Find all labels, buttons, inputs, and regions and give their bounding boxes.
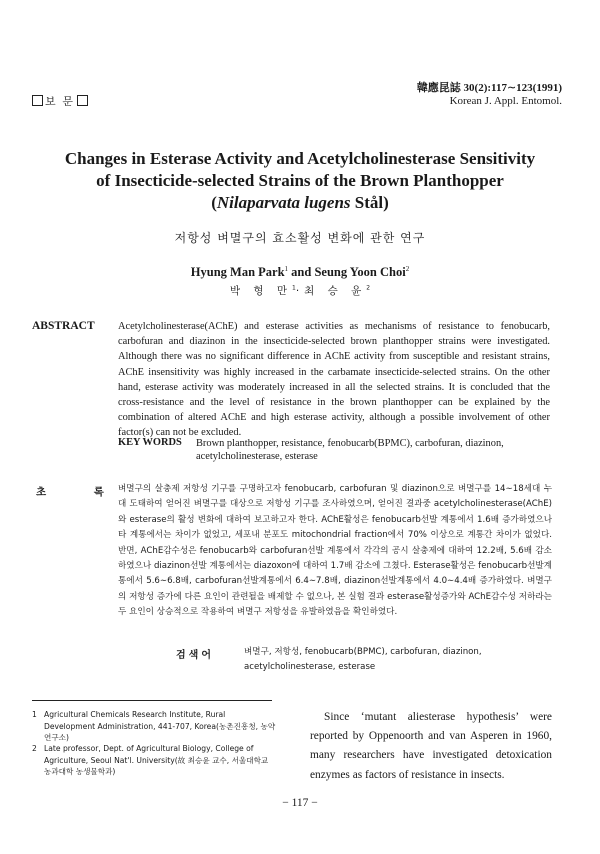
page-number: − 117 −	[282, 797, 318, 809]
footnote-1	[32, 709, 278, 744]
keywords-label: KEY WORDS	[118, 437, 182, 448]
footnote-2-number: 2	[32, 744, 37, 753]
author-line	[0, 265, 600, 280]
keywords-text: Brown planthopper, resistance, fenobucarb(BPMC), carbofuran, diazinon, acetylcholinesterase, esterase	[196, 438, 504, 462]
paper-title	[40, 148, 560, 214]
korean-author-line	[0, 283, 600, 298]
journal-english: Korean J. Appl. Entomol.	[449, 95, 562, 107]
korean-author-2-affil: 2	[366, 284, 371, 292]
author-and: and	[288, 265, 315, 280]
abstract-text: Acetylcholinesterase(AChE) and esterase activities as mechanisms of resistance to fenobucarb, carbofuran and diazinon in the insecticide-selected brown planthopper strains were investigated. Although there was no significant difference in AChE activity from susceptible and resistant strains, AChE insensitivity was highly increased in the carbamate insecticide-selected strains. On the other hand, esterase activity was moderately increased in all the selected strains. It is concluded that the cross-resistance and the level of resistance in the brown planthopper can be explained by the combination of altered AChE and high esterase activity, although a possible involvement of other factor(s) can not be excluded.	[118, 321, 550, 439]
footnote-2	[32, 743, 278, 778]
title-line-3: (Nilaparvata lugens Stål)	[211, 193, 389, 212]
footnote-divider	[32, 700, 272, 701]
introduction-text	[310, 708, 552, 785]
author-1: Hyung Man Park	[190, 265, 285, 280]
article-type-text: 보 문	[45, 96, 76, 108]
korean-keywords-label: 검색어	[176, 650, 214, 661]
footnote-1-text: Agricultural Chemicals Research Institute, Rural Development Administration, 441-707, Korea(농촌진흥청, 농약연구소)	[44, 710, 276, 743]
korean-author-1: 박 형 만	[229, 285, 292, 297]
korean-title: 저항성 벼멸구의 효소활성 변화에 관한 연구	[174, 231, 426, 245]
title-line-1: Changes in Esterase Activity and Acetylcholinesterase Sensitivity	[64, 149, 536, 168]
korean-abstract-text: 벼멸구의 살충제 저항성 기구를 구명하고자 fenobucarb, carbofuran 및 diazinon으로 벼멸구를 14∼18세대 누대 도태하여 얻어진 벼멸구를 대상으로 저항성 기구를 조사하였으며, 얻어진 결과중 acetylcholinesterase(AChE)와 esterase의 활성 변화에 대하여 보고하고자 한다. AChE활성은 fenobucarb선발 계통에서 1.6배 증가하였으나 타 계통에서는 차이가 없었고, 세포내 분포도 mitochondrial fraction에서 70% 이상으로 계통간 차이가 없었다. 반면, AChE감수성은 fenobucarb와 carbofuran선발 계통에서 각각의 공시 살충제에 대하여 12.2배, 5.6배 감소하였으나 diazinon선발 계통에서는 diazoxon에 대하여 1.7배 감소에 그쳤다. Esterase활성은 fenobucarb선발계통에서 5.6∼6.8배, carbofuran선발계통에서 6.4∼7.8배, diazinon선발계통에서 4.0∼4.4배 증가하였다. 벼멸구의 저항성 증가에 다른 요인이 관련될을 배제할 수 없으나, 본 실험 결과 esterase활성증가와 AChE감수성 저하라는 두 요인이 상승적으로 작용하여 벼멸구 저항성을 유발하였음을 확인하였다.	[118, 484, 552, 618]
korean-author-2: 최 승 윤	[304, 285, 367, 297]
box-icon	[77, 95, 88, 106]
article-type-label	[30, 93, 90, 109]
journal-citation	[417, 82, 562, 108]
species-authority: Stål)	[350, 193, 389, 212]
author-2: Seung Yoon Choi	[314, 265, 406, 280]
species-name: Nilaparvata lugens	[216, 193, 351, 212]
korean-author-sep: ·	[295, 285, 305, 297]
author-1-affil: 1	[284, 265, 289, 273]
korean-author-1-affil: 1	[292, 284, 296, 292]
korean-keywords-text: 벼멸구, 저항성, fenobucarb(BPMC), carbofuran, diazinon, acetylcholinesterase, esterase	[244, 647, 482, 672]
abstract-label: ABSTRACT	[32, 320, 95, 332]
author-2-affil: 2	[405, 265, 410, 273]
journal-korean: 韓應昆誌 30(2):117∼123(1991)	[416, 82, 562, 94]
footnote-1-number: 1	[32, 710, 37, 719]
introduction-paragraph: Since ‘mutant aliesterase hypothesis’ were reported by Oppenoorth and van Asperen in 1960, many researchers have investigated detoxication enzymes as factors of resistance in insects.	[310, 711, 552, 781]
footnote-2-text: Late professor, Dept. of Agricultural Biology, College of Agriculture, Seoul Nat'l. University(故 최승윤 교수, 서울대학교 농과대학 농생물학과)	[44, 744, 269, 777]
box-icon	[32, 95, 43, 106]
title-line-2: of Insecticide-selected Strains of the Brown Planthopper	[96, 171, 504, 190]
korean-abstract-label: 초 록	[36, 486, 126, 498]
